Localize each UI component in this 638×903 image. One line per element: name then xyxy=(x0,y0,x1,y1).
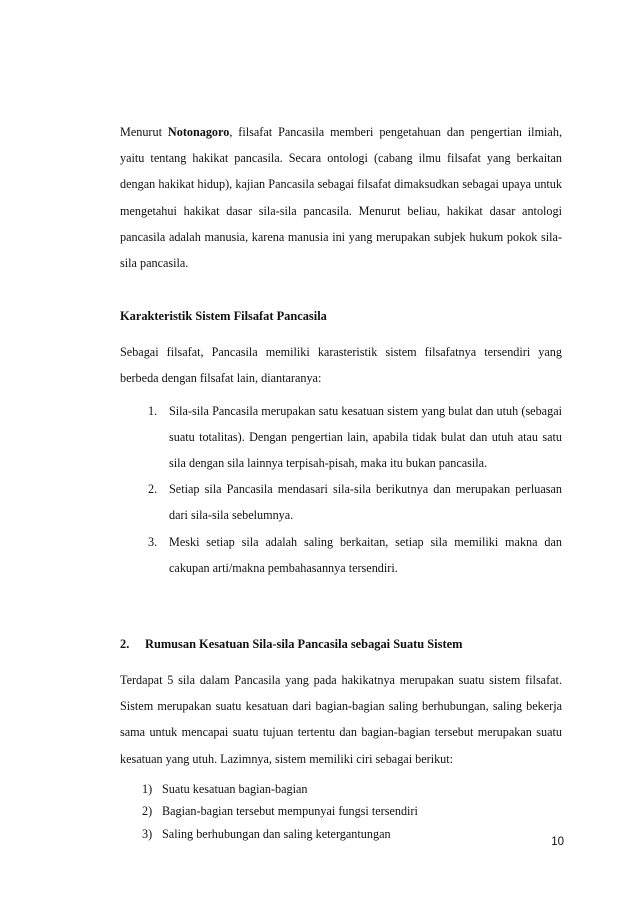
list-item-text: Sila-sila Pancasila merupakan satu kesatuan sistem yang bulat dan utuh (sebagai suatu totalitas). Dengan pengertian lain, apabila tidak bulat dan utuh atau satu sila dengan sila lainnya terpisah-pisah, maka itu bukan pancasila. xyxy=(169,403,562,471)
intro-rest: , filsafat Pancasila memberi pengetahuan dan pengertian ilmiah, yaitu tentang hakikat pancasila. Secara ontologi (cabang ilmu filsafat yang berkaitan dengan hakikat hidup), kajian Pancasila sebagai filsafat dimaksudkan sebagai upaya untuk mengetahui hakikat dasar sila-sila pancasila. Menurut beliau, hakikat dasar antologi pancasila adalah manusia, karena manusia ini yang merupakan subjek hukum pokok sila-sila pancasila. xyxy=(120,125,562,271)
spacer xyxy=(120,329,562,339)
list-item xyxy=(120,476,562,528)
list-marker: 2) xyxy=(142,804,153,819)
list-marker: 1. xyxy=(148,403,158,418)
section-title-text: Rumusan Kesatuan Sila-sila Pancasila sebagai Suatu Sistem xyxy=(145,637,463,652)
list-item-text: Bagian-bagian tersebut mempunyai fungsi tersendiri xyxy=(162,804,418,819)
karakteristik-heading: Karakteristik Sistem Filsafat Pancasila xyxy=(120,309,327,324)
section-2-title xyxy=(120,631,562,657)
intro-bold-name: Notonagoro xyxy=(167,125,230,139)
page-number: 10 xyxy=(551,836,564,848)
list-item-text: Suatu kesatuan bagian-bagian xyxy=(162,781,308,796)
list-item xyxy=(120,778,562,801)
spacer xyxy=(120,657,562,667)
list-item-text: Meski setiap sila adalah saling berkaitan, setiap sila memiliki makna dan cakupan arti/makna pembahasannya tersendiri. xyxy=(169,534,562,575)
list-item xyxy=(120,398,562,477)
list-item xyxy=(120,823,562,846)
section-number: 2. xyxy=(120,637,130,652)
list-item-text: Saling berhubungan dan saling ketergantungan xyxy=(162,826,391,841)
spacer xyxy=(120,276,562,303)
page-content xyxy=(120,119,562,845)
section-2-paragraph: Terdapat 5 sila dalam Pancasila yang pada hakikatnya merupakan suatu sistem filsafat. Sistem merupakan suatu kesatuan dari bagian-bagian saling berhubungan, saling bekerja sama untuk mencapai suatu tujuan tertentu dan bagian-bagian tersebut merupakan suatu kesatuan yang utuh. Lazimnya, sistem memiliki ciri sebagai berikut: xyxy=(120,673,562,766)
list-item xyxy=(120,800,562,823)
intro-lead: Menurut xyxy=(120,125,168,139)
ciri-list xyxy=(120,778,562,846)
list-item-text: Setiap sila Pancasila mendasari sila-sila berikutnya dan merupakan perluasan dari sila-sila sebelumnya. xyxy=(169,482,562,523)
spacer xyxy=(120,581,562,631)
list-marker: 1) xyxy=(142,781,153,796)
list-marker: 3. xyxy=(148,534,158,549)
list-marker: 2. xyxy=(148,482,158,497)
list-item xyxy=(120,529,562,581)
karakteristik-list xyxy=(120,398,562,581)
intro-paragraph xyxy=(120,119,562,276)
karakteristik-intro: Sebagai filsafat, Pancasila memiliki karasteristik sistem filsafatnya tersendiri yang berbeda dengan filsafat lain, diantaranya: xyxy=(120,345,562,386)
list-marker: 3) xyxy=(142,826,153,841)
